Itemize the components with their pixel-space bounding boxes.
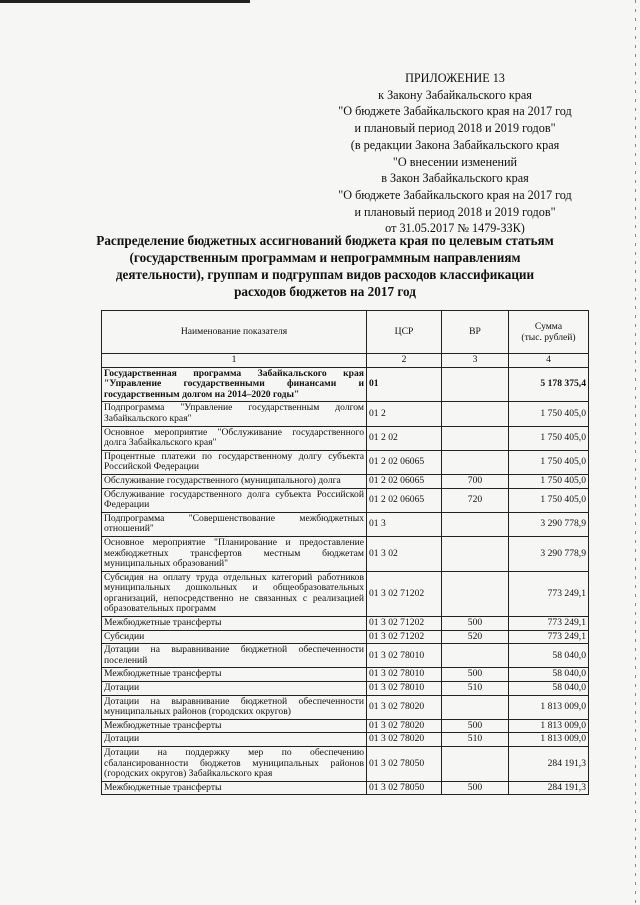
column-number-row: [102, 354, 589, 368]
row-csr: 01 3 02 78010: [367, 644, 442, 668]
row-sum: 3 290 778,9: [509, 536, 589, 571]
table-row: [102, 695, 589, 719]
row-csr: 01 3 02 78050: [367, 747, 442, 782]
header-vr: ВР: [442, 311, 509, 354]
row-vr: 500: [442, 781, 509, 795]
row-vr: 500: [442, 719, 509, 733]
table-row: [102, 474, 589, 488]
row-csr: 01 3 02 78020: [367, 719, 442, 733]
row-name: Подпрограмма "Совершенствование межбюджетных отношений": [102, 512, 367, 536]
appendix-header: [300, 70, 610, 237]
row-vr: [442, 571, 509, 616]
row-sum: 1 813 009,0: [509, 733, 589, 747]
row-csr: 01 3 02 78020: [367, 733, 442, 747]
table-row: [102, 781, 589, 795]
header-line: и плановый период 2018 и 2019 годов": [354, 121, 556, 136]
column-number: 4: [509, 354, 589, 368]
header-csr: ЦСР: [367, 311, 442, 354]
header-sum-line1: Сумма: [534, 321, 563, 332]
row-sum: 1 750 405,0: [509, 450, 589, 474]
budget-table-body: [102, 367, 589, 795]
table-header-row: [102, 311, 589, 354]
row-name: Процентные платежи по государственному долгу субъекта Российской Федерации: [102, 450, 367, 474]
table-row: [102, 733, 589, 747]
row-sum: 1 813 009,0: [509, 695, 589, 719]
table-row: [102, 617, 589, 631]
row-csr: 01 3 02 78050: [367, 781, 442, 795]
table-row: [102, 571, 589, 616]
budget-table: [101, 310, 589, 795]
row-name: Обслуживание государственного долга субъекта Российской Федерации: [102, 488, 367, 512]
row-name: Дотации: [102, 682, 367, 696]
row-sum: 58 040,0: [509, 644, 589, 668]
table-row: [102, 450, 589, 474]
row-name: Дотации на выравнивание бюджетной обеспеченности муниципальных районов (городских округов): [102, 695, 367, 719]
row-sum: 284 191,3: [509, 781, 589, 795]
row-vr: [442, 512, 509, 536]
scan-right-edge: [635, 0, 636, 905]
row-sum: 773 249,1: [509, 571, 589, 616]
table-row: [102, 536, 589, 571]
header-line: в Закон Забайкальского края: [381, 171, 529, 186]
row-name: Дотации на выравнивание бюджетной обеспеченности поселений: [102, 644, 367, 668]
row-csr: 01 3 02 71202: [367, 630, 442, 644]
row-sum: 58 040,0: [509, 682, 589, 696]
header-line: "О бюджете Забайкальского края на 2017 год: [338, 187, 572, 202]
header-line: ПРИЛОЖЕНИЕ 13: [405, 71, 505, 85]
table-row: [102, 402, 589, 426]
table-row: [102, 630, 589, 644]
table-row: [102, 488, 589, 512]
row-vr: [442, 644, 509, 668]
row-csr: 01 2 02 06065: [367, 450, 442, 474]
row-csr: 01: [367, 367, 442, 402]
row-csr: 01 2: [367, 402, 442, 426]
header-line: "О бюджете Забайкальского края на 2017 год: [338, 104, 572, 119]
row-sum: 58 040,0: [509, 668, 589, 682]
row-csr: 01 2 02 06065: [367, 474, 442, 488]
row-name: Субсидии: [102, 630, 367, 644]
row-name: Межбюджетные трансферты: [102, 617, 367, 631]
table-row: [102, 682, 589, 696]
row-name: Государственная программа Забайкальского края "Управление государственными финансами и государственным долгом на 2014–2020 годы": [102, 367, 367, 402]
row-sum: 284 191,3: [509, 747, 589, 782]
row-vr: 500: [442, 668, 509, 682]
column-number: 2: [367, 354, 442, 368]
row-csr: 01 3 02: [367, 536, 442, 571]
row-sum: 3 290 778,9: [509, 512, 589, 536]
document-title: Распределение бюджетных ассигнований бюджета края по целевым статьям (государственным программам и непрограммным направлениям деятельности), группам и подгруппам видов расходов классификации расходов бюджетов на 2017 год: [96, 233, 554, 299]
row-sum: 5 178 375,4: [509, 367, 589, 402]
header-sum: [509, 311, 589, 354]
table-row: [102, 668, 589, 682]
table-row: [102, 426, 589, 450]
row-vr: [442, 367, 509, 402]
row-sum: 1 750 405,0: [509, 488, 589, 512]
table-row: [102, 512, 589, 536]
row-name: Субсидия на оплату труда отдельных категорий работников муниципальных дошкольных и общеобразовательных организаций, непосредственно не связанных с реализацией образовательных программ: [102, 571, 367, 616]
scan-top-rule: [0, 0, 250, 3]
row-csr: 01 3 02 78010: [367, 682, 442, 696]
row-vr: [442, 747, 509, 782]
table-row: [102, 367, 589, 402]
row-vr: [442, 450, 509, 474]
row-name: Межбюджетные трансферты: [102, 668, 367, 682]
row-name: Основное мероприятие "Планирование и предоставление межбюджетных трансфертов местным бюджетам муниципальных образований": [102, 536, 367, 571]
row-csr: 01 2 02: [367, 426, 442, 450]
row-sum: 1 750 405,0: [509, 426, 589, 450]
row-csr: 01 3: [367, 512, 442, 536]
row-name: Межбюджетные трансферты: [102, 781, 367, 795]
row-csr: 01 2 02 06065: [367, 488, 442, 512]
row-sum: 1 750 405,0: [509, 474, 589, 488]
row-vr: [442, 536, 509, 571]
row-csr: 01 3 02 71202: [367, 617, 442, 631]
row-vr: [442, 426, 509, 450]
header-line: "О внесении изменений: [392, 154, 518, 169]
row-vr: [442, 402, 509, 426]
row-csr: 01 3 02 78020: [367, 695, 442, 719]
row-vr: 510: [442, 682, 509, 696]
header-sum-line2: (тыс. рублей): [521, 332, 576, 343]
row-vr: 700: [442, 474, 509, 488]
row-csr: 01 3 02 71202: [367, 571, 442, 616]
header-name: Наименование показателя: [102, 311, 367, 354]
column-number: 3: [442, 354, 509, 368]
row-sum: 773 249,1: [509, 630, 589, 644]
column-number: 1: [102, 354, 367, 368]
table-row: [102, 644, 589, 668]
row-name: Обслуживание государственного (муниципального) долга: [102, 474, 367, 488]
row-vr: 510: [442, 733, 509, 747]
row-sum: 1 813 009,0: [509, 719, 589, 733]
header-line: и плановый период 2018 и 2019 годов": [354, 204, 556, 219]
row-csr: 01 3 02 78010: [367, 668, 442, 682]
row-name: Основное мероприятие "Обслуживание государственного долга Забайкальского края": [102, 426, 367, 450]
row-name: Дотации: [102, 733, 367, 747]
table-row: [102, 719, 589, 733]
row-vr: 720: [442, 488, 509, 512]
header-line: (в редакции Закона Забайкальского края: [350, 137, 560, 152]
header-line: от 31.05.2017 № 1479-ЗЗК): [385, 221, 525, 236]
table-row: [102, 747, 589, 782]
row-vr: 500: [442, 617, 509, 631]
row-sum: 773 249,1: [509, 617, 589, 631]
header-line: к Закону Забайкальского края: [378, 87, 532, 102]
row-sum: 1 750 405,0: [509, 402, 589, 426]
row-vr: [442, 695, 509, 719]
row-vr: 520: [442, 630, 509, 644]
row-name: Подпрограмма "Управление государственным долгом Забайкальского края": [102, 402, 367, 426]
row-name: Дотации на поддержку мер по обеспечению сбалансированности бюджетов муниципальных районов (городских округов) Забайкальского края: [102, 747, 367, 782]
row-name: Межбюджетные трансферты: [102, 719, 367, 733]
